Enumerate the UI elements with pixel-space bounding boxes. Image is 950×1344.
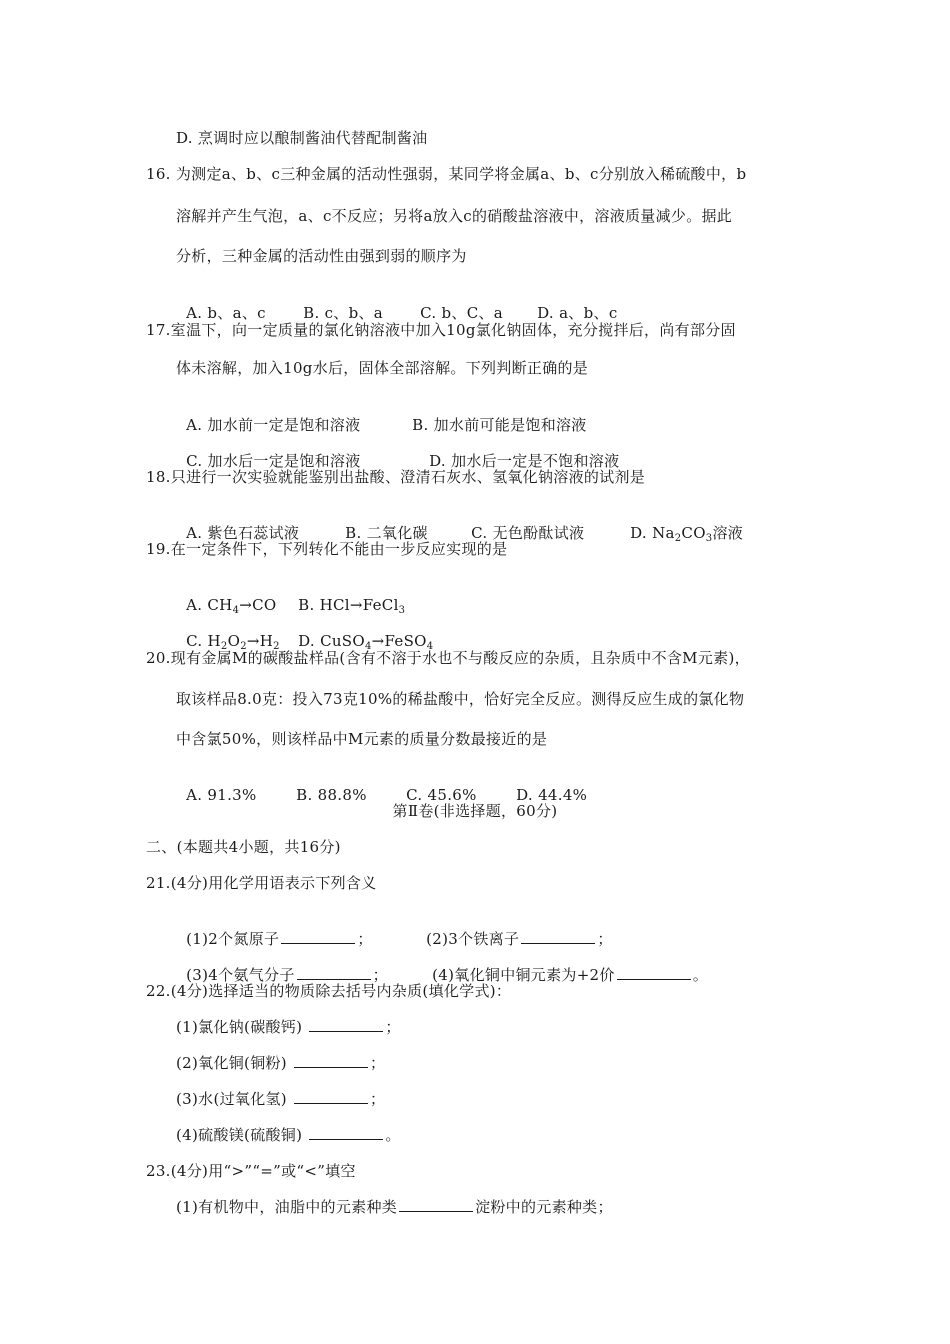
q22-item-1: (1)氯化钠(碳酸钙) ； [176, 1018, 401, 1036]
answer-blank[interactable] [281, 929, 355, 944]
q20-option-c: C. 45.6% [406, 786, 477, 804]
q22-item-3: (3)水(过氧化氢) ； [176, 1090, 386, 1108]
q17-line-1 [146, 320, 736, 340]
answer-blank[interactable] [521, 929, 595, 944]
q17-stem-1: 室温下，向一定质量的氯化钠溶液中加入10g氯化钠固体，充分搅拌后，尚有部分固 [170, 321, 736, 339]
q21-item-2: (2)3个铁离子 ； [426, 930, 613, 948]
q23-number: 23. [146, 1162, 171, 1180]
q16-option-c: C. b、C、a [420, 304, 504, 322]
q20-stem-3: 中含氯50%，则该样品中M元素的质量分数最接近的是 [176, 730, 548, 748]
q19-stem-1: 在一定条件下，下列转化不能由一步反应实现的是 [170, 540, 508, 558]
q18-option-d: D. $Na_2CO_3$溶液 [630, 524, 744, 544]
q23-item-1: (1)有机物中，油脂中的元素种类 淀粉中的元素种类； [176, 1198, 613, 1216]
q19-option-d: D. CuSO$_4$→FeSO$_4$ [298, 632, 434, 652]
answer-blank[interactable] [294, 1089, 368, 1104]
q20-number: 20. [146, 649, 171, 667]
q17-options-row-1 [176, 395, 587, 435]
q20-stem-2: 取该样品8.0克：投入73克10%的稀盐酸中，恰好完全反应。测得反应生成的氯化物 [176, 690, 745, 708]
q20-option-a: A. 91.3% [186, 786, 257, 804]
q16-stem-2: 溶解并产生气泡，a、c不反应；另将a放入c的硝酸盐溶液中，溶液质量减少。据此 [176, 207, 733, 225]
q22-number: 22. [146, 982, 171, 1000]
answer-blank[interactable] [399, 1197, 473, 1212]
q17-number: 17. [146, 321, 171, 339]
q16-option-b: B. c、b、a [303, 304, 384, 322]
q17-option-b: B. 加水前可能是饱和溶液 [412, 416, 587, 434]
q15-option-d: D. 烹调时应以酿制酱油代替配制酱油 [176, 129, 428, 147]
q23-stem: (4分)用“>”“=”或“<”填空 [170, 1162, 356, 1180]
q20-options [176, 765, 587, 805]
q18-option-b: B. 二氧化碳 [345, 524, 428, 542]
answer-blank[interactable] [294, 1053, 368, 1068]
q18-option-c: C. 无色酚酞试液 [471, 524, 585, 542]
q19-option-b: B. HCl→FeCl$_3$ [298, 596, 406, 616]
q16-number: 16. [146, 165, 171, 183]
q22-item-4: (4)硫酸镁(硫酸铜) 。 [176, 1126, 401, 1144]
q16-stem-3: 分析，三种金属的活动性由强到弱的顺序为 [176, 247, 467, 265]
q18-options [176, 503, 743, 543]
q19-number: 19. [146, 540, 171, 558]
answer-blank[interactable] [309, 1017, 383, 1032]
q22-line-1 [146, 981, 511, 1001]
q19-option-c: C. $H_2O_2\to H_2$ [186, 632, 280, 652]
q16-line-1 [146, 164, 746, 184]
q21-item-4: (4)氧化铜中铜元素为+2价 。 [432, 966, 709, 984]
q21-item-3: (3)4个氨气分子 ； [186, 966, 388, 984]
q17-option-d: D. 加水后一定是不饱和溶液 [429, 452, 620, 470]
q20-stem-1: 现有金属M的碳酸盐样品(含有不溶于水也不与酸反应的杂质，且杂质中不含M元素)， [170, 649, 750, 667]
q18-option-a: A. 紫色石蕊试液 [186, 524, 300, 542]
q19-options-row-2 [176, 611, 433, 651]
q21-number: 21. [146, 874, 171, 892]
answer-blank[interactable] [309, 1125, 383, 1140]
q18-stem-1: 只进行一次实验就能鉴别出盐酸、澄清石灰水、氢氧化钠溶液的试剂是 [170, 468, 646, 486]
q21-stem: (4分)用化学用语表示下列含义 [170, 874, 377, 892]
q16-option-a: A. b、a、c [186, 304, 266, 322]
q19-line-1 [146, 539, 507, 559]
q17-options-row-2 [176, 431, 619, 471]
q17-option-c: C. 加水后一定是饱和溶液 [186, 452, 361, 470]
section-2-header: 二、(本题共4小题，共16分) [146, 838, 341, 856]
q22-stem: (4分)选择适当的物质除去括号内杂质(填化学式)： [170, 982, 512, 1000]
q17-option-a: A. 加水前一定是饱和溶液 [186, 416, 361, 434]
q19-option-a: A. $CH_4\to CO$ [186, 596, 277, 616]
q18-number: 18. [146, 468, 171, 486]
q21-item-1: (1)2个氮原子 ； [186, 930, 373, 948]
q18-line-1 [146, 467, 645, 487]
q20-line-1 [146, 648, 750, 668]
q16-option-d: D. a、b、c [537, 304, 618, 322]
part-2-title: 第Ⅱ卷(非选择题，60分) [392, 802, 558, 820]
q21-line-1 [146, 873, 377, 893]
q16-options [176, 283, 618, 323]
q22-item-2: (2)氧化铜(铜粉) ； [176, 1054, 386, 1072]
q17-stem-2: 体未溶解，加入10g水后，固体全部溶解。下列判断正确的是 [176, 359, 589, 377]
q20-option-d: D. 44.4% [516, 786, 588, 804]
q16-stem-1: 为测定a、b、c三种金属的活动性强弱，某同学将金属a、b、c分别放入稀硫酸中，b [175, 165, 747, 183]
answer-blank[interactable] [617, 965, 691, 980]
q20-option-b: B. 88.8% [296, 786, 367, 804]
q23-line-1 [146, 1161, 356, 1181]
answer-blank[interactable] [297, 965, 371, 980]
q19-options-row-1 [176, 575, 405, 615]
q21-row-2 [176, 945, 708, 985]
q21-row-1 [176, 909, 613, 949]
